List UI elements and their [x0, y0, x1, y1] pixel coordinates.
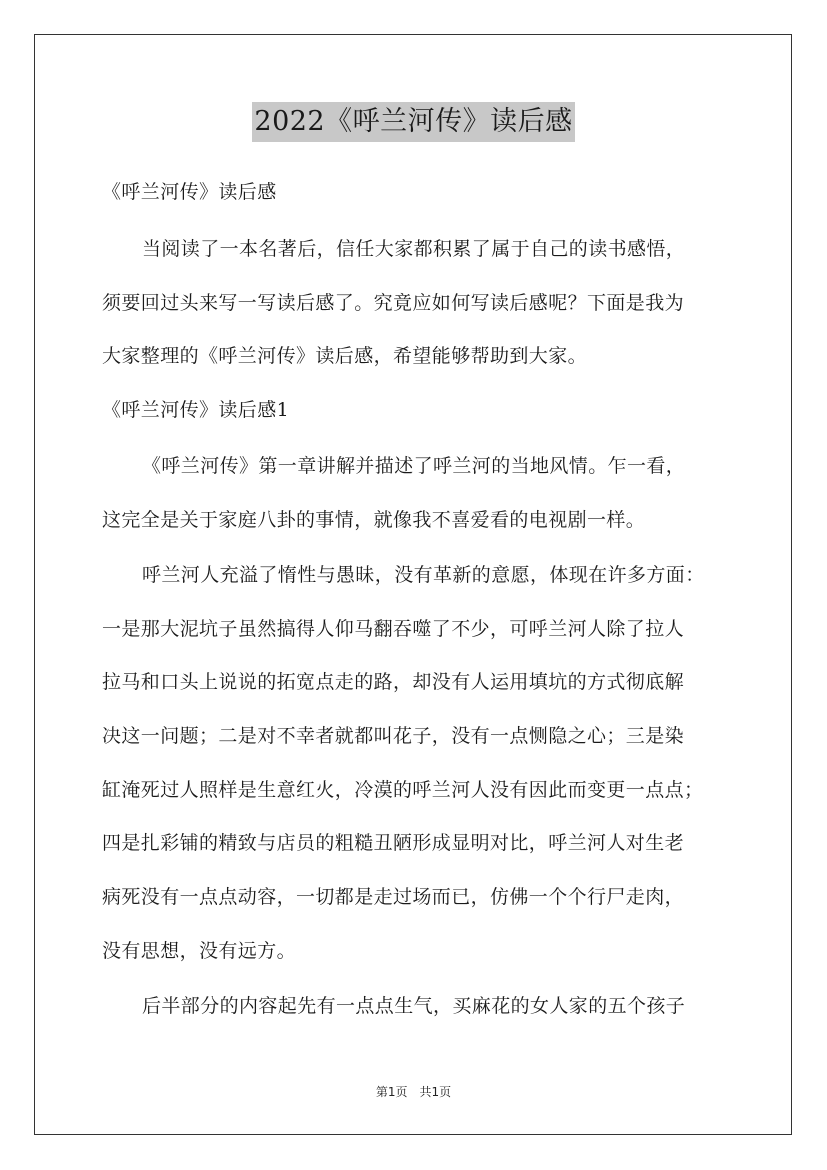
paragraph-line: 拉马和口头上说说的拓宽点走的路，却没有人运用填坑的方式彻底解: [102, 671, 685, 693]
paragraph-line: 须要回过头来写一写读后感了。究竟应如何写读后感呢？下面是我为: [102, 292, 685, 314]
title-container: [0, 102, 827, 142]
document-title: 2022《呼兰河传》读后感: [252, 102, 574, 142]
paragraph-line: 缸淹死过人照样是生意红火，冷漠的呼兰河人没有因此而变更一点点；: [102, 779, 704, 801]
paragraph-line: 后半部分的内容起先有一点点生气，买麻花的女人家的五个孩子: [142, 995, 686, 1017]
paragraph-line: 呼兰河人充溢了惰性与愚昧，没有革新的意愿，体现在许多方面：: [142, 564, 705, 586]
paragraph-line: 一是那大泥坑子虽然搞得人仰马翻吞噬了不少，可呼兰河人除了拉人: [102, 618, 685, 640]
page-footer: 第1页 共1页: [375, 1085, 452, 1099]
paragraph-line: 《呼兰河传》第一章讲解并描述了呼兰河的当地风情。乍一看，: [142, 455, 686, 477]
paragraph-line: 大家整理的《呼兰河传》读后感，希望能够帮助到大家。: [102, 345, 588, 367]
section-heading: 《呼兰河传》读后感: [102, 181, 277, 203]
paragraph-line: 这完全是关于家庭八卦的事情，就像我不喜爱看的电视剧一样。: [102, 509, 646, 531]
section-subheading: 《呼兰河传》读后感1: [102, 399, 290, 421]
paragraph-line: 四是扎彩铺的精致与店员的粗糙丑陋形成显明对比，呼兰河人对生老: [102, 832, 685, 854]
paragraph-line: 决这一问题；二是对不幸者就都叫花子，没有一点恻隐之心；三是染: [102, 725, 685, 747]
paragraph-line: 当阅读了一本名著后，信任大家都积累了属于自己的读书感悟，: [142, 238, 686, 260]
paragraph-line: 没有思想，没有远方。: [102, 940, 297, 962]
paragraph-line: 病死没有一点点动容，一切都是走过场而已，仿佛一个个行尸走肉，: [102, 886, 685, 908]
